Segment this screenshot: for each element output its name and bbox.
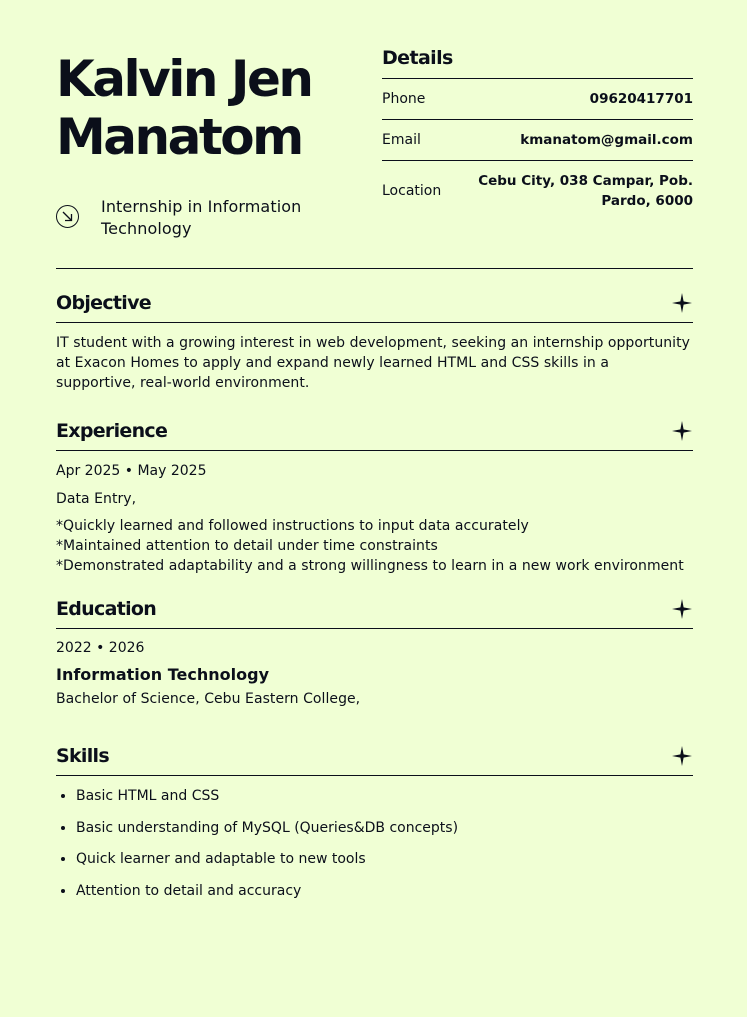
experience-points — [56, 509, 693, 576]
experience-title: Experience — [56, 420, 168, 442]
sparkle-icon — [645, 292, 693, 314]
details-row-email — [382, 120, 693, 161]
skills-heading — [56, 739, 693, 776]
experience-section — [56, 414, 693, 576]
sparkle-icon — [645, 420, 693, 442]
full-name — [56, 50, 311, 166]
location-value: Cebu City, 038 Campar, Pob. Pardo, 6000 — [478, 173, 693, 209]
list-item: • Quick learner and adaptable to new tools — [76, 849, 693, 869]
location-label: Location — [382, 183, 442, 199]
education-section — [56, 592, 693, 709]
education-title: Education — [56, 598, 157, 620]
education-degree: Bachelor of Science, Cebu Eastern College, — [56, 691, 361, 707]
first-name: Kalvin Jen — [56, 50, 312, 108]
details-title: Details — [382, 44, 693, 79]
details-row-phone — [382, 79, 693, 120]
experience-date: Apr 2025 • May 2025 — [56, 463, 207, 479]
role-line — [56, 196, 356, 240]
education-date: 2022 • 2026 — [56, 640, 145, 656]
resume-header — [56, 0, 693, 269]
details-row-location — [382, 161, 693, 221]
list-item: • Basic HTML and CSS — [76, 786, 693, 806]
email-value: kmanatom@gmail.com — [520, 132, 693, 148]
phone-value: 09620417701 — [589, 91, 693, 107]
objective-title: Objective — [56, 292, 151, 314]
objective-heading — [56, 286, 693, 323]
list-item: • Attention to detail and accuracy — [76, 881, 693, 901]
phone-label: Phone — [382, 91, 426, 107]
role-text: Internship in Information Technology — [101, 197, 302, 238]
education-field: Information Technology — [56, 665, 269, 684]
skills-section — [56, 739, 693, 912]
experience-position: Data Entry, — [56, 491, 137, 507]
experience-point: *Quickly learned and followed instructions to input data accurately — [56, 518, 529, 534]
resume-page — [56, 0, 693, 1017]
list-item: • Basic understanding of MySQL (Queries&DB concepts) — [76, 818, 693, 838]
experience-point: *Maintained attention to detail under time constraints — [56, 538, 438, 554]
arrow-down-right-circle-icon — [56, 205, 79, 228]
education-heading — [56, 592, 693, 629]
sparkle-icon — [645, 598, 693, 620]
skills-list — [56, 776, 693, 901]
email-label: Email — [382, 132, 421, 148]
details-panel — [382, 44, 693, 221]
experience-heading — [56, 414, 693, 451]
objective-text: IT student with a growing interest in web development, seeking an internship opportunity at Exacon Homes to apply and expand newly learned HTML and CSS skills in a supportive, real-world environment. — [56, 335, 690, 391]
sparkle-icon — [645, 745, 693, 767]
last-name: Manatom — [56, 108, 302, 166]
skills-title: Skills — [56, 745, 109, 767]
objective-section — [56, 286, 693, 393]
experience-point: *Demonstrated adaptability and a strong willingness to learn in a new work environment — [56, 558, 684, 574]
